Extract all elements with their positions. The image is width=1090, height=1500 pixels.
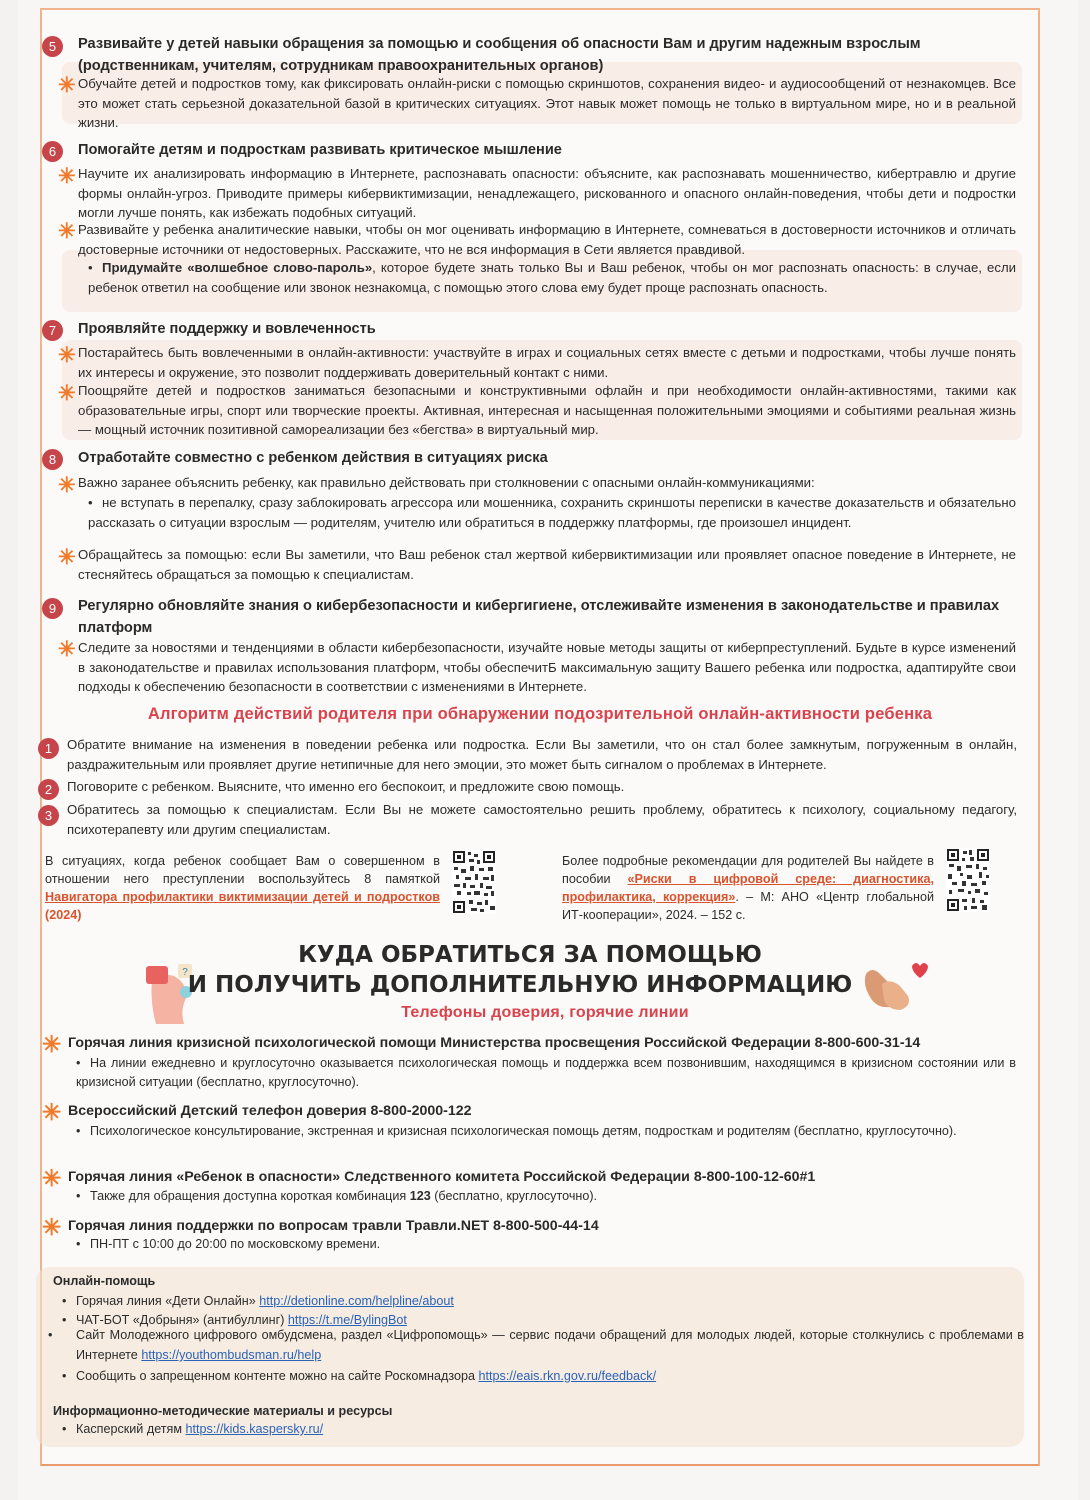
online-help-text: Горячая линия «Дети Онлайн» — [76, 1294, 260, 1308]
section-7-item: Поощряйте детей и подростков заниматься безопасными и конструктивными офлайн и при необходимости онлайн-активностями, такими как образовательные игры, спорт или творческие проекты. Активная, интересная и насыщенная положительными эмоциями и событиями реальная жизнь — мощный источник позитивной самореализации без «бегства» в виртуальный мир. — [78, 383, 1016, 437]
section-8-item: Обращайтесь за помощью: если Вы заметили, что Ваш ребенок стал жертвой кибервиктимизации или проявляет опасное поведение в Интернете, не стесняйтесь обращаться за помощью к специалистам. — [78, 547, 1016, 582]
hotline-desc-post: (бесплатно, круглосуточно). — [430, 1189, 598, 1203]
step-number-badge: 1 — [38, 738, 59, 759]
left-note — [45, 852, 440, 924]
hotline-title: Всероссийский Детский телефон доверия 8-800-2000-122 — [68, 1103, 472, 1119]
section-number-badge: 9 — [42, 598, 63, 619]
online-help-text: ЧАТ-БОТ «Добрыня» (антибуллинг) — [76, 1313, 288, 1327]
section-9-title: Регулярно обновляйте знания о кибербезопасности и кибергигиене, отслеживайте изменения в законодательстве и правилах платформ — [78, 598, 1000, 636]
rkn-feedback-link[interactable]: https://eais.rkn.gov.ru/feedback/ — [478, 1369, 657, 1383]
orange-asterisk-icon: ✳ — [58, 220, 76, 243]
hotline-desc — [76, 1054, 1016, 1092]
online-help-title: Онлайн-помощь — [53, 1274, 156, 1288]
help-title-line2: И ПОЛУЧИТЬ ДОПОЛНИТЕЛЬНУЮ ИНФОРМАЦИЮ — [187, 972, 853, 998]
left-note-text: В ситуациях, когда ребенок сообщает Вам о совершенном в отношении него преступлении воспользуйтесь 8 памяткой — [45, 854, 440, 886]
hotline-title: Горячая линия кризисной психологической помощи Министерства просвещения Российской Федерации 8-800-600-31-14 — [68, 1035, 921, 1051]
algorithm-step: Обратите внимание на изменения в поведении ребенка или подростка. Если Вы заметили, что он стал более замкнутым, погруженным в онлайн, раздражительным или проявляет другие нетипичные для него эмоции, это может быть сигналом о проблемах в Интернете. — [67, 737, 1017, 772]
left-note-year: (2024) — [45, 908, 82, 922]
bullet-dot: • — [88, 495, 93, 510]
bullet-dot: • — [76, 1189, 81, 1203]
right-note — [562, 852, 934, 924]
section-5-item: Обучайте детей и подростков тому, как фиксировать онлайн-риски с помощью скриншотов, сохранения видео- и аудиосообщений от незнакомцев. Все это может стать серьезной доказательной базой в критических ситуациях. Этот навык может помощь не только в виртуальном мире, но и в реальной жизни. — [78, 76, 1016, 130]
hotline-desc — [76, 1122, 1016, 1141]
orange-asterisk-icon: ✳ — [58, 474, 76, 497]
navigator-link[interactable]: Навигатора профилактики виктимизации детей и подростков — [45, 890, 440, 904]
right-note-tail: . – М: АНО «Центр глобальной ИТ-кооперации», 2024. – 152 с. — [562, 890, 934, 922]
section-7-item: Постарайтесь быть вовлеченными в онлайн-активности: участвуйте в играх и социальных сетях вместе с детьми и подростками, чтобы лучше понять их интересы и окружение, это позволит поддерживать доверительный контакт с ними. — [78, 345, 1016, 380]
hotline-desc-text: На линии ежедневно и круглосуточно оказывается психологическая помощь и поддержка всем позвонившим, находящимся в кризисном состоянии или в кризисной ситуации (бесплатно, круглосуточно). — [76, 1056, 1016, 1089]
bullet-dot: • — [76, 1124, 81, 1138]
online-help-text: Сайт Молодежного цифрового омбудсмена, раздел «Цифропомощь» — сервис подачи обращений для молодых людей, которые столкнулись с проблемами в Интернете — [76, 1328, 1024, 1362]
hotline-desc-text: ПН-ПТ с 10:00 до 20:00 по московскому времени. — [90, 1237, 381, 1251]
bullet-dot: • — [62, 1313, 67, 1327]
youthombudsman-link[interactable]: https://youthombudsman.ru/help — [141, 1348, 322, 1362]
section-6-subitem — [88, 258, 1016, 297]
right-note-text: Более подробные рекомендации для родителей Вы найдете в пособии — [562, 854, 934, 886]
section-5-title: Развивайте у детей навыки обращения за помощью и сообщения об опасности Вам и другим надежным взрослым (родственникам, учителям, сотрудникам правоохранительных органов) — [78, 36, 921, 74]
algorithm-title: Алгоритм действий родителя при обнаружении подозрительной онлайн-активности ребенка — [147, 705, 933, 723]
resource-text: Касперский детям — [76, 1422, 186, 1436]
hotline-title: Горячая линия «Ребенок в опасности» Следственного комитета Российской Федерации 8-800-100-12-60#1 — [68, 1169, 816, 1185]
kaspersky-link[interactable]: https://kids.kaspersky.ru/ — [185, 1422, 324, 1436]
orange-asterisk-icon: ✳ — [58, 344, 76, 367]
hotline-title: Горячая линия поддержки по вопросам травли Травли.NET 8-800-500-44-14 — [68, 1218, 599, 1234]
hands-heart-icon — [858, 956, 930, 1012]
bullet-dot: • — [88, 260, 93, 275]
orange-asterisk-icon: ✳ — [42, 1099, 62, 1125]
section-8-item: Важно заранее объяснить ребенку, как правильно действовать при столкновении с опасными онлайн-коммуникациями: — [78, 475, 815, 490]
section-8-sub-text: не вступать в перепалку, сразу заблокировать агрессора или мошенника, сохранить скриншоты переписки в качестве доказательств и обязательно рассказать о ситуации взрослым — родителям, учителю или обратиться в поддержку платформы, где произошел инцидент. — [88, 495, 1016, 530]
hotline-desc — [76, 1187, 1016, 1206]
section-8-subitem — [88, 493, 1016, 532]
section-number-badge: 7 — [42, 320, 63, 341]
section-number-badge: 5 — [42, 36, 63, 57]
section-6-item: Развивайте у ребенка аналитические навыки, чтобы он мог оценивать информацию в Интернете, сомневаться в достоверности источников и отличать достоверные источники от недостоверных. Расскажите, что не вся информация в Сети является правдивой. — [78, 222, 1016, 257]
bullet-dot: • — [76, 1237, 81, 1251]
online-help-item — [62, 1291, 1022, 1311]
step-number-badge: 2 — [38, 779, 59, 800]
resource-item — [62, 1419, 1022, 1439]
risks-book-link[interactable]: «Риски в цифровой среде: диагностика, профилактика, коррекция» — [562, 872, 934, 904]
bullet-dot: • — [62, 1294, 67, 1308]
detionline-link[interactable]: http://detionline.com/helpline/about — [259, 1294, 454, 1308]
orange-asterisk-icon: ✳ — [58, 74, 76, 97]
help-title-line1: КУДА ОБРАТИТЬСЯ ЗА ПОМОЩЬЮ — [298, 942, 762, 968]
section-7-title: Проявляйте поддержку и вовлеченность — [78, 321, 376, 337]
orange-asterisk-icon: ✳ — [42, 1165, 62, 1191]
telegram-bot-link[interactable]: https://t.me/BylingBot — [287, 1313, 407, 1327]
online-help-item — [62, 1366, 1022, 1386]
bullet-dot: • — [62, 1422, 67, 1436]
qr-code-icon[interactable] — [946, 848, 990, 912]
password-bold: Придумайте «волшебное слово-пароль» — [102, 260, 373, 275]
online-help-text: Сообщить о запрещенном контенте можно на сайте Роскомнадзора — [76, 1369, 479, 1383]
resources-title: Информационно-методические материалы и ресурсы — [53, 1404, 393, 1418]
orange-asterisk-icon: ✳ — [58, 546, 76, 569]
help-subtitle: Телефоны доверия, горячие линии — [401, 1004, 689, 1021]
qr-code-icon[interactable] — [452, 850, 496, 914]
section-6-item: Научите их анализировать информацию в Интернете, распознавать опасности: объясните, как распознавать мошенничество, кибертравлю и другие формы онлайн-угроз. Приводите примеры кибервиктимизации, ненадлежащего, рискованного и опасного онлайн-поведения, чтобы дети и подростки могли лучше понять, как избежать подобных ситуаций. — [78, 166, 1016, 220]
section-number-badge: 6 — [42, 141, 63, 162]
section-6-title: Помогайте детям и подросткам развивать критическое мышление — [78, 142, 562, 158]
algorithm-step: Поговорите с ребенком. Выясните, что именно его беспокоит, и предложите свою помощь. — [67, 779, 625, 794]
svg-text:?: ? — [182, 967, 188, 978]
algorithm-step: Обратитесь за помощью к специалистам. Если Вы не можете самостоятельно решить проблему, обратитесь к психологу, социальному педагогу, психотерапевту или другим специалистам. — [67, 802, 1017, 837]
orange-asterisk-icon: ✳ — [42, 1214, 62, 1240]
bullet-dot: • — [48, 1328, 53, 1342]
hotline-desc-pre: Также для обращения доступна короткая комбинация — [90, 1189, 410, 1203]
orange-asterisk-icon: ✳ — [58, 638, 76, 661]
password-rest: , которое будете знать только Вы и Ваш ребенок, чтобы он мог распознать опасность: в случае, если ребенок ответил на сообщение или звонок незнакомца, с помощью этого слова ему будет проще распознать опасность. — [88, 260, 1017, 295]
short-code: 123 — [409, 1189, 431, 1203]
hotline-desc-text: Психологическое консультирование, экстренная и кризисная психологическая помощь детям, подросткам и родителям (бесплатно, круглосуточно). — [90, 1124, 957, 1138]
online-help-item — [48, 1325, 1024, 1365]
step-number-badge: 3 — [38, 805, 59, 826]
section-number-badge: 8 — [42, 449, 63, 470]
orange-asterisk-icon: ✳ — [58, 382, 76, 405]
bullet-dot: • — [62, 1369, 67, 1383]
bullet-dot: • — [76, 1056, 81, 1070]
section-9-item: Следите за новостями и тенденциями в области кибербезопасности, изучайте новые методы защиты от киберпреступлений. Будьте в курсе изменений в законодательстве и правилах использования платформ, чтобы обеспечитБ максимальную защиту Вашего ребенка или подростка, адаптируйте свои подходы к обеспечению безопасности в соответствии с изменениями в Интернете. — [78, 640, 1016, 694]
orange-asterisk-icon: ✳ — [58, 165, 76, 188]
orange-asterisk-icon: ✳ — [42, 1031, 62, 1057]
hotline-desc — [76, 1235, 1016, 1254]
section-8-title: Отработайте совместно с ребенком действия в ситуациях риска — [78, 450, 548, 466]
